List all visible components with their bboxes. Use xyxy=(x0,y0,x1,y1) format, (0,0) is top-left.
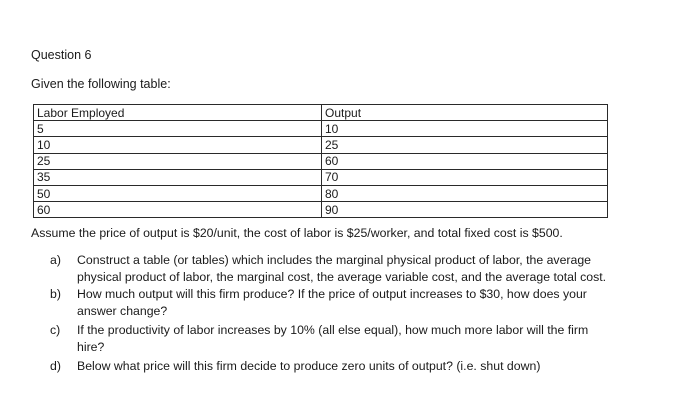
table-row xyxy=(34,185,608,201)
table-row xyxy=(34,169,608,185)
table-header-row xyxy=(34,105,608,121)
header-output: Output xyxy=(322,105,608,121)
part-text-line: answer change? xyxy=(77,304,168,318)
table-row xyxy=(34,121,608,137)
labor-cell: 10 xyxy=(34,137,322,153)
part-text-line: Construct a table (or tables) which includes the marginal physical product of labor, the average xyxy=(77,253,592,267)
labor-cell: 35 xyxy=(34,169,322,185)
list-item xyxy=(50,252,630,286)
output-cell: 60 xyxy=(322,153,608,169)
part-text-line: How much output will this firm produce? If the price of output increases to $30, how does your xyxy=(77,287,587,301)
assumption-text: Assume the price of output is $20/unit, the cost of labor is $25/worker, and total fixed cost is $500. xyxy=(31,226,563,240)
output-cell: 10 xyxy=(322,121,608,137)
part-marker: d) xyxy=(50,359,61,373)
labor-cell: 5 xyxy=(34,121,322,137)
part-marker: c) xyxy=(50,323,61,337)
list-item xyxy=(50,322,630,356)
question-parts-list xyxy=(50,252,630,375)
labor-output-table xyxy=(33,104,608,218)
output-cell: 70 xyxy=(322,169,608,185)
list-item xyxy=(50,358,630,375)
output-cell: 80 xyxy=(322,185,608,201)
part-text-line: If the productivity of labor increases by 10% (all else equal), how much more labor will the firm xyxy=(77,323,589,337)
labor-cell: 50 xyxy=(34,185,322,201)
output-cell: 25 xyxy=(322,137,608,153)
part-marker: b) xyxy=(50,287,61,301)
table-row xyxy=(34,202,608,218)
table-row xyxy=(34,137,608,153)
part-text-line: Below what price will this firm decide to produce zero units of output? (i.e. shut down) xyxy=(77,359,541,373)
part-text-line: physical product of labor, the marginal cost, the average variable cost, and the average total cost. xyxy=(77,270,607,284)
output-cell: 90 xyxy=(322,202,608,218)
labor-cell: 25 xyxy=(34,153,322,169)
labor-cell: 60 xyxy=(34,202,322,218)
question-intro: Given the following table: xyxy=(31,77,171,91)
question-title: Question 6 xyxy=(31,48,92,62)
header-labor-employed: Labor Employed xyxy=(34,105,322,121)
list-item xyxy=(50,286,630,320)
table-row xyxy=(34,153,608,169)
part-marker: a) xyxy=(50,253,61,267)
part-text-line: hire? xyxy=(77,340,105,354)
